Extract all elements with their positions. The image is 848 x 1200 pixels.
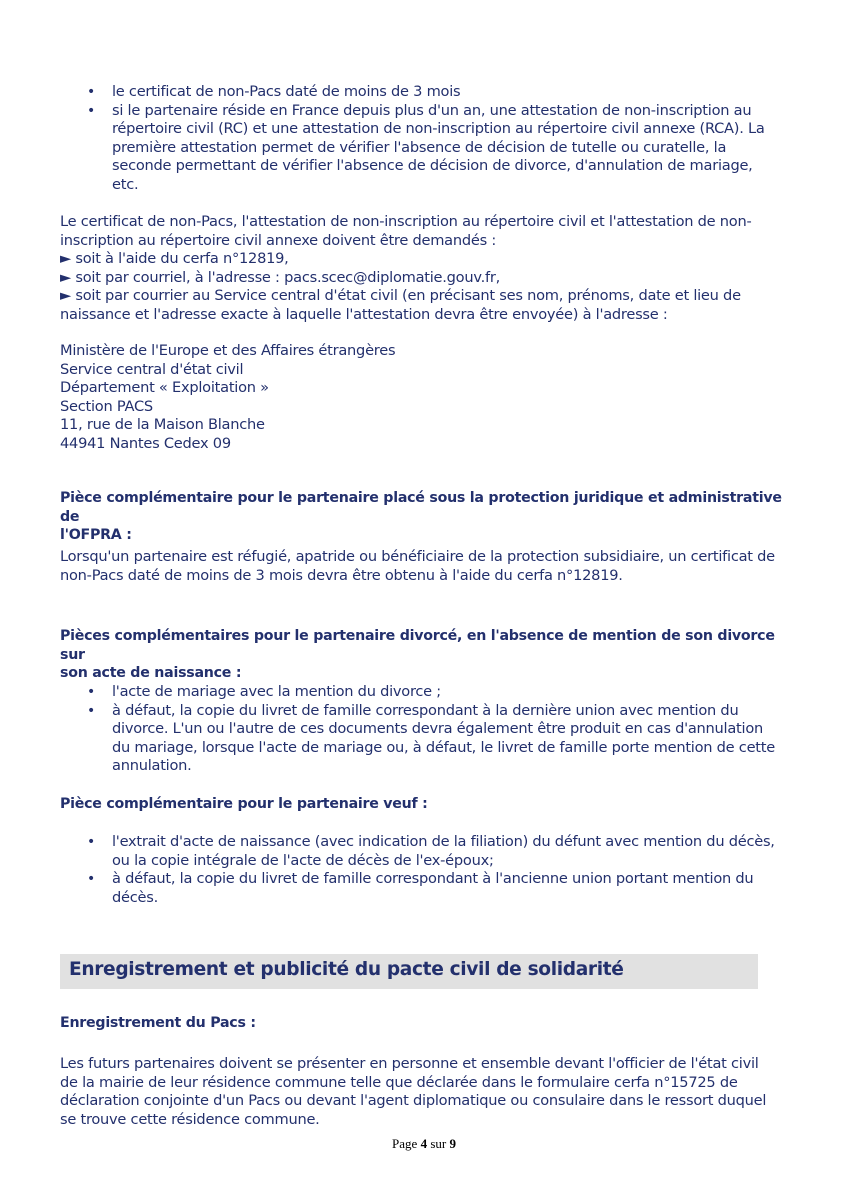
list-item-text: annulation. <box>112 757 192 775</box>
list-item <box>60 702 780 776</box>
registration-paragraph <box>60 1055 794 1129</box>
paragraph-line: naissance et l'adresse exacte à laquelle l'attestation devra être envoyée) à l'adresse : <box>60 305 668 323</box>
paragraph-line: inscription au répertoire civil annexe doivent être demandés : <box>60 231 497 249</box>
paragraph-line: Le certificat de non-Pacs, l'attestation de non-inscription au répertoire civil et l'attestation de non- <box>60 213 752 230</box>
list-item <box>60 683 780 702</box>
email-line: ► soit par courriel, à l'adresse : pacs.scec@diplomatie.gouv.fr, <box>60 268 501 286</box>
list-item-text: l'extrait d'acte de naissance (avec indication de la filiation) du défunt avec mention du décès, <box>112 833 775 850</box>
bullet-icon: • <box>87 84 96 100</box>
bullet-icon: • <box>87 834 96 850</box>
address-line: Ministère de l'Europe et des Affaires étrangères <box>60 342 396 359</box>
paragraph-line: ► soit à l'aide du cerfa n°12819, <box>60 250 289 268</box>
list-item-text: décès. <box>112 888 158 906</box>
list-item-text: l'acte de mariage avec la mention du divorce ; <box>112 683 441 700</box>
paragraph-line: se trouve cette résidence commune. <box>60 1110 320 1128</box>
heading-line: Pièces complémentaires pour le partenaire divorcé, en l'absence de mention de son divorce sur <box>60 628 775 663</box>
address-line: Section PACS <box>60 397 153 415</box>
heading-line: Pièce complémentaire pour le partenaire placé sous la protection juridique et administrative de <box>60 490 782 525</box>
ofpra-heading <box>60 489 794 545</box>
registration-heading <box>60 1014 794 1033</box>
divorce-list <box>60 683 780 776</box>
list-item-text: ou la copie intégrale de l'acte de décès de l'ex-époux; <box>112 851 494 869</box>
page-number-footer <box>0 1136 848 1152</box>
divorce-heading <box>60 627 794 683</box>
list-item-text: divorce. L'un ou l'autre de ces documents devra également être produit en cas d'annulation <box>112 720 763 738</box>
widower-list <box>60 833 780 907</box>
heading-line: l'OFPRA : <box>60 527 132 544</box>
heading-line: son acte de naissance : <box>60 665 242 682</box>
address-line: Département « Exploitation » <box>60 379 269 397</box>
footer-current-page: 4 <box>420 1136 428 1151</box>
ofpra-paragraph <box>60 548 794 585</box>
list-item-text: première attestation permet de vérifier l'absence de décision de tutelle ou curatelle, la <box>112 138 727 156</box>
footer-page-label: Page <box>392 1136 418 1151</box>
paragraph-line: déclaration conjointe d'un Pacs ou devant l'agent diplomatique ou consulaire dans le ressort duquel <box>60 1092 767 1110</box>
heading-line: Pièce complémentaire pour le partenaire veuf : <box>60 796 428 812</box>
list-item <box>60 83 780 102</box>
bullet-icon: • <box>87 871 96 888</box>
list-item <box>60 833 780 870</box>
address-line: Service central d'état civil <box>60 360 244 378</box>
bullet-icon: • <box>87 102 96 119</box>
paragraph-line: Les futurs partenaires doivent se présenter en personne et ensemble devant l'officier de l'état civil <box>60 1055 759 1072</box>
postal-address <box>60 342 794 454</box>
section-banner <box>60 954 758 989</box>
requirements-list <box>60 83 780 195</box>
paragraph-line: de la mairie de leur résidence commune telle que déclarée dans le formulaire cerfa n°15725 de <box>60 1073 738 1091</box>
paragraph-line: Lorsqu'un partenaire est réfugié, apatride ou bénéficiaire de la protection subsidiaire, un certificat de <box>60 548 775 565</box>
list-item-text: le certificat de non-Pacs daté de moins de 3 mois <box>112 83 461 100</box>
list-item-text: du mariage, lorsque l'acte de mariage ou, à défaut, le livret de famille porte mention de cette <box>112 738 775 756</box>
footer-total-pages: 9 <box>449 1136 456 1151</box>
list-item-text: si le partenaire réside en France depuis plus d'un an, une attestation de non-inscription au <box>112 101 752 119</box>
heading-line: Enregistrement du Pacs : <box>60 1015 256 1031</box>
bullet-icon: • <box>87 684 96 700</box>
request-paragraph <box>60 213 794 325</box>
paragraph-line: ► soit par courrier au Service central d'état civil (en précisant ses nom, prénoms, date et lieu de <box>60 287 741 305</box>
address-line: 44941 Nantes Cedex 09 <box>60 434 231 452</box>
bullet-icon: • <box>87 702 96 719</box>
list-item-text: à défaut, la copie du livret de famille correspondant à l'ancienne union portant mention du <box>112 870 754 888</box>
list-item-text: seconde permettant de vérifier l'absence de décision de divorce, d'annulation de mariage, <box>112 157 753 175</box>
list-item <box>60 870 780 907</box>
list-item <box>60 102 780 195</box>
footer-sur-label: sur <box>430 1136 447 1151</box>
list-item-text: à défaut, la copie du livret de famille correspondant à la dernière union avec mention du <box>112 701 739 719</box>
section-title: Enregistrement et publicité du pacte civil de solidarité <box>69 959 624 980</box>
widower-heading <box>60 795 794 814</box>
list-item-text: répertoire civil (RC) et une attestation de non-inscription au répertoire civil annexe (RCA). La <box>112 120 765 138</box>
paragraph-line: non-Pacs daté de moins de 3 mois devra être obtenu à l'aide du cerfa n°12819. <box>60 566 623 584</box>
list-item-text: etc. <box>112 175 139 193</box>
address-line: 11, rue de la Maison Blanche <box>60 416 265 434</box>
